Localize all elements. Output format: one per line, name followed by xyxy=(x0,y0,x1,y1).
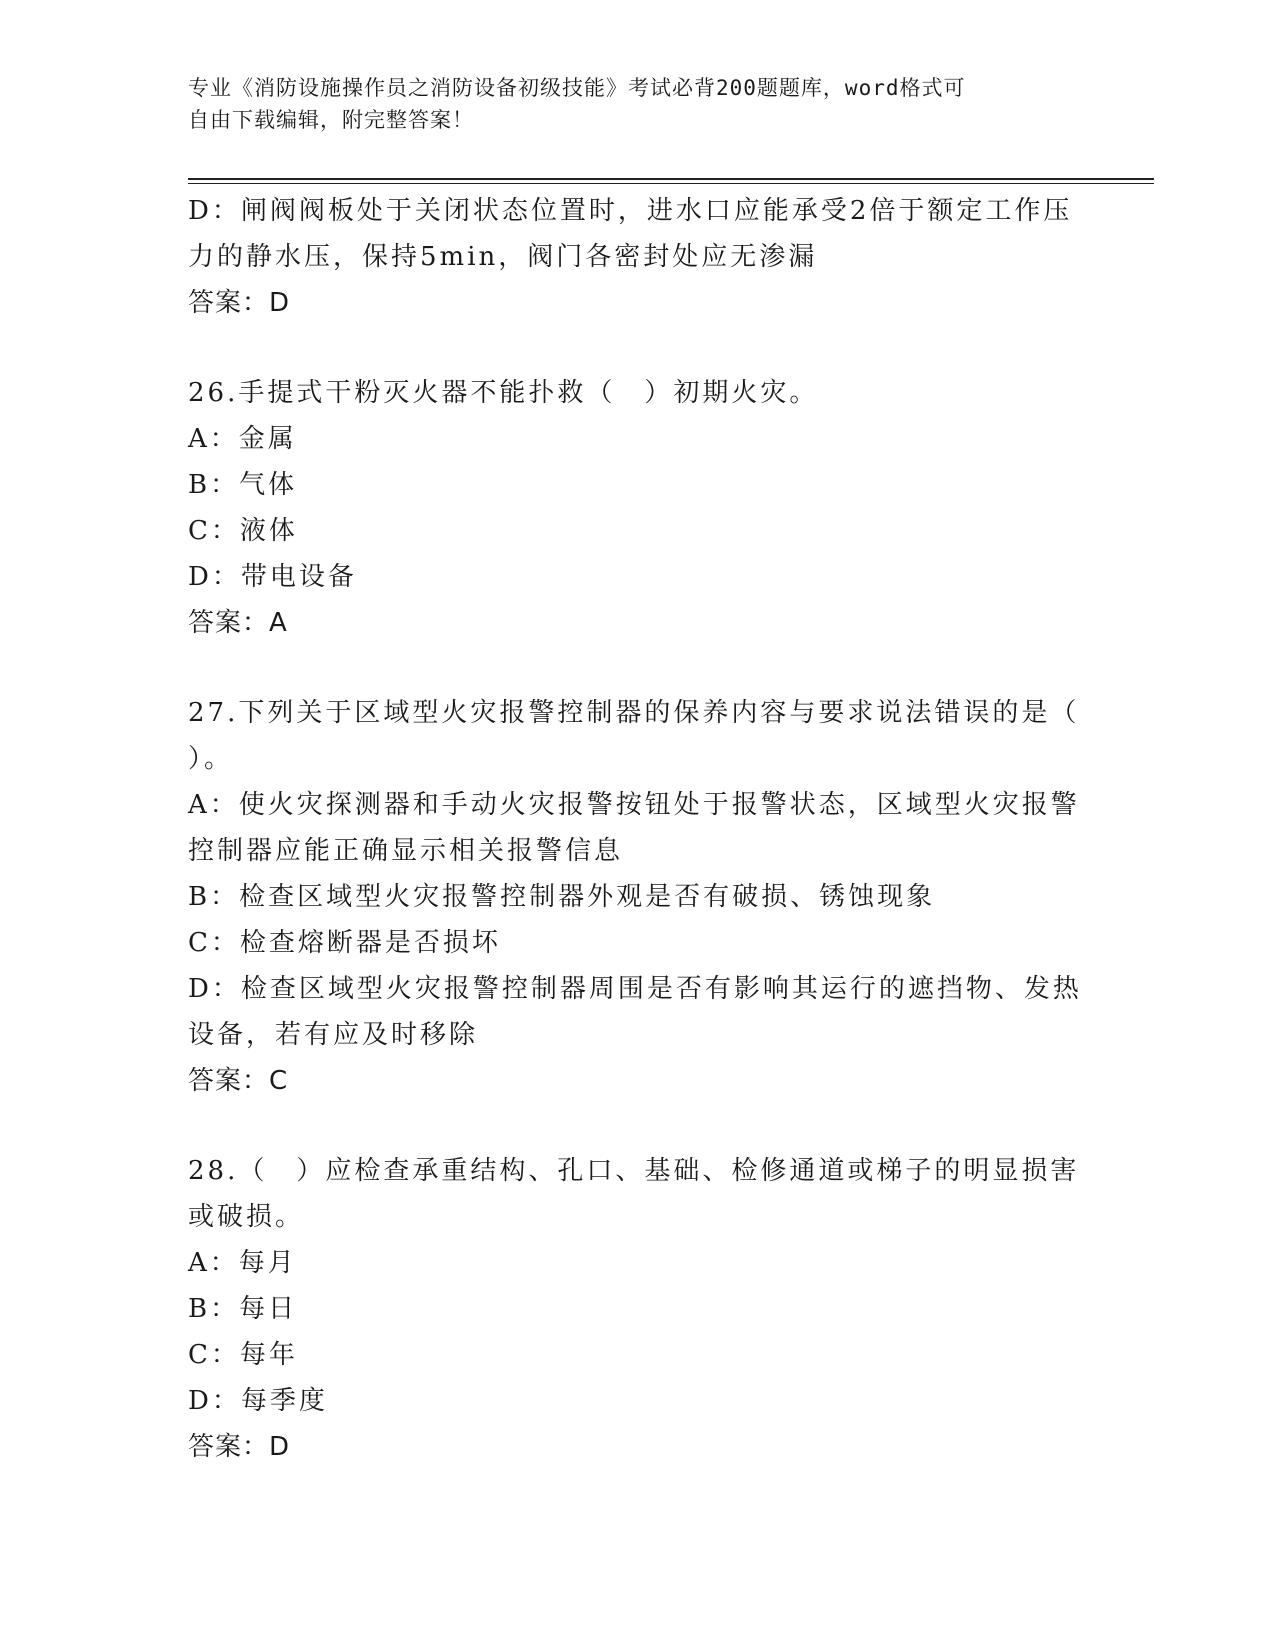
option-c: C：每年 xyxy=(188,1340,298,1370)
answer-line: 答案：D xyxy=(188,288,291,318)
question-stem-line-2: 或破损。 xyxy=(188,1202,305,1232)
answer-line: 答案：A xyxy=(188,608,288,638)
option-d: D：带电设备 xyxy=(188,562,357,592)
header-line-1: 专业《消防设施操作员之消防设备初级技能》考试必背200题题库，word格式可 xyxy=(188,76,966,100)
question-content xyxy=(188,188,1080,1470)
question-stem-line-1: 28.（ ）应检查承重结构、孔口、基础、检修通道或梯子的明显损害 xyxy=(188,1156,1080,1186)
option-d-line-2: 设备，若有应及时移除 xyxy=(188,1020,479,1050)
question-stem: 26.手提式干粉灭火器不能扑救（ ）初期火灾。 xyxy=(188,378,819,408)
question-26 xyxy=(188,370,1080,646)
option-a-line-1: A：使火灾探测器和手动火灾报警按钮处于报警状态，区域型火灾报警 xyxy=(188,790,1080,820)
option-c: C：液体 xyxy=(188,516,298,546)
question-stem-line-1: 27.下列关于区域型火灾报警控制器的保养内容与要求说法错误的是（ xyxy=(188,698,1080,728)
option-b: B：每日 xyxy=(188,1294,298,1324)
question-27 xyxy=(188,690,1080,1104)
answer-line: 答案：D xyxy=(188,1432,291,1462)
question-stem-line-2: ）。 xyxy=(188,744,234,774)
option-d: D：每季度 xyxy=(188,1386,328,1416)
option-a: A：金属 xyxy=(188,424,297,454)
header-divider-thick xyxy=(188,178,1154,180)
question-28 xyxy=(188,1148,1080,1470)
document-header xyxy=(188,72,1068,136)
option-a: A：每月 xyxy=(188,1248,297,1278)
option-a-line-2: 控制器应能正确显示相关报警信息 xyxy=(188,836,624,866)
header-divider-thin xyxy=(188,183,1154,184)
option-d-line-1: D：检查区域型火灾报警控制器周围是否有影响其运行的遮挡物、发热 xyxy=(188,974,1082,1004)
option-d-line-2: 力的静水压，保持5min，阀门各密封处应无渗漏 xyxy=(188,242,818,272)
prev-question-tail xyxy=(188,188,1080,326)
header-line-2: 自由下载编辑，附完整答案！ xyxy=(188,108,474,132)
option-d-line-1: D：闸阀阀板处于关闭状态位置时，进水口应能承受2倍于额定工作压 xyxy=(188,196,1073,226)
option-b: B：气体 xyxy=(188,470,298,500)
option-c: C：检查熔断器是否损坏 xyxy=(188,928,501,958)
answer-line: 答案：C xyxy=(188,1066,289,1096)
option-b: B：检查区域型火灾报警控制器外观是否有破损、锈蚀现象 xyxy=(188,882,936,912)
